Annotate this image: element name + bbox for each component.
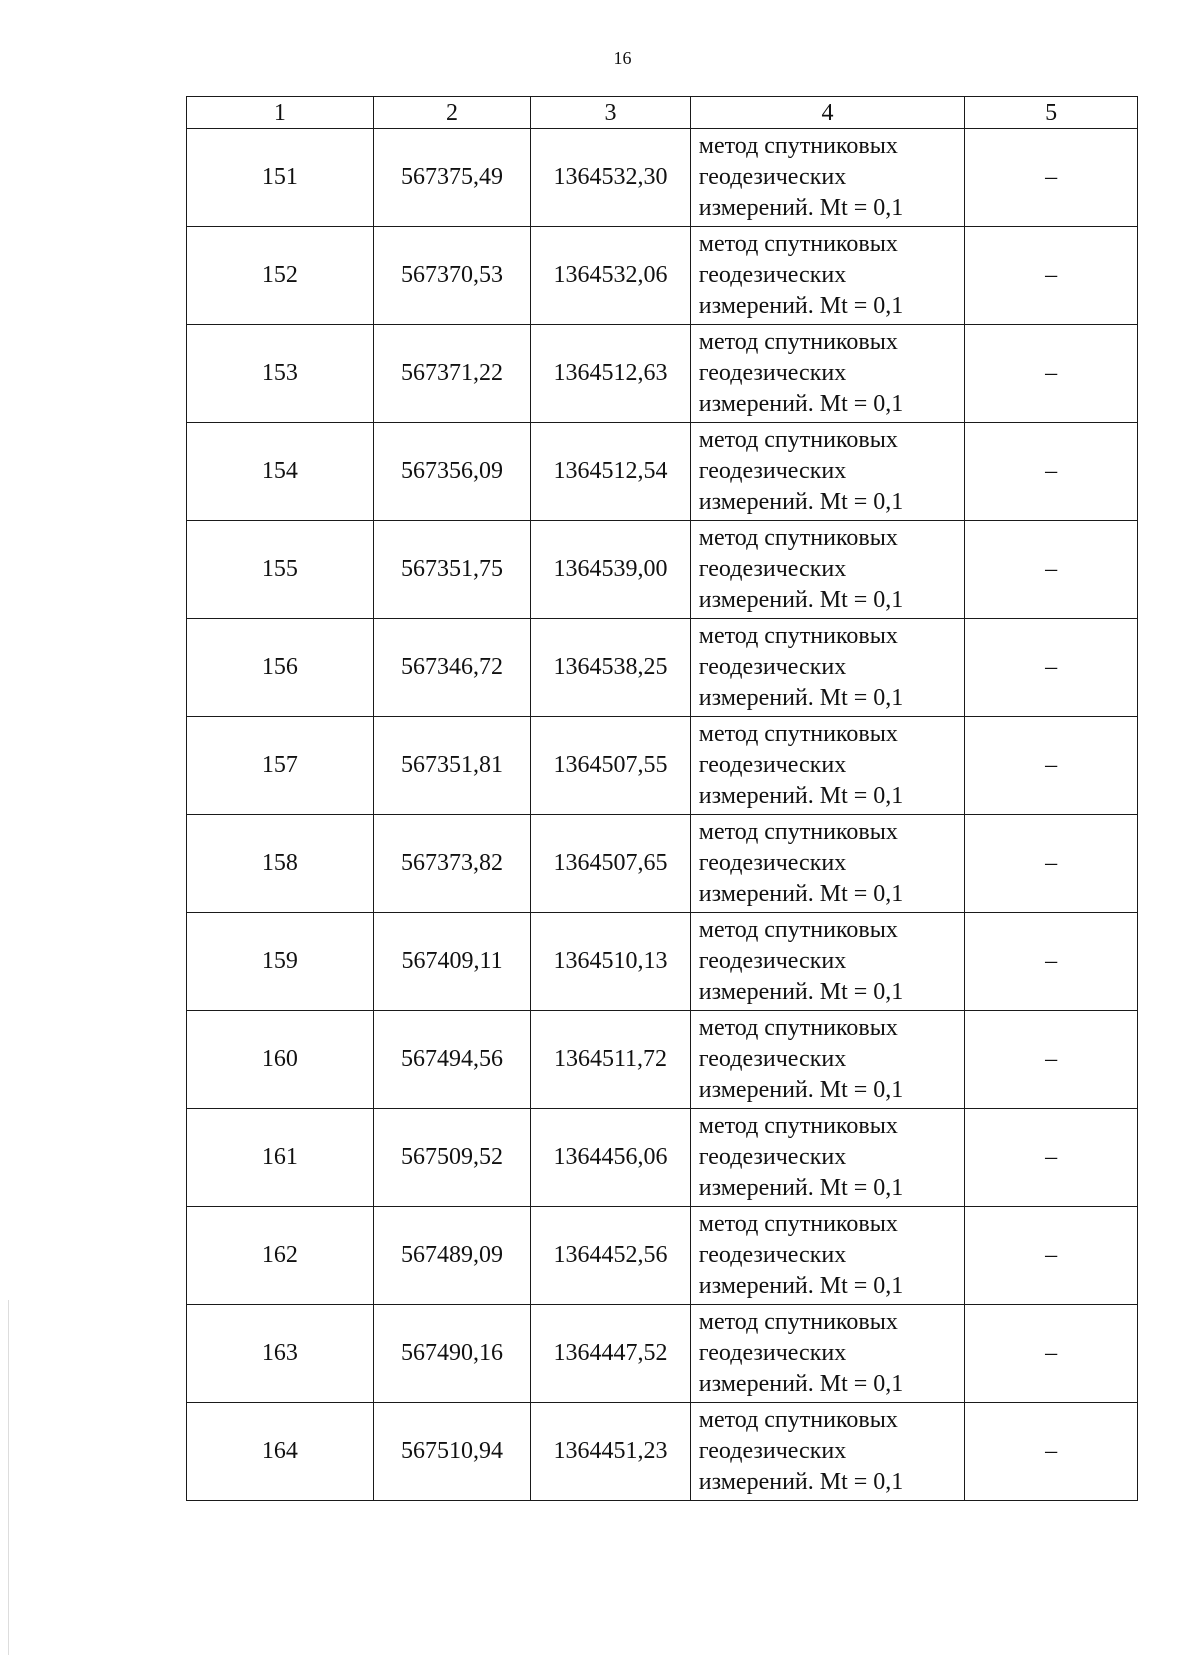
coordinate-x-cell: 567509,52 xyxy=(373,1109,530,1207)
table-row xyxy=(187,913,1138,1011)
coordinate-x-cell: 567346,72 xyxy=(373,619,530,717)
point-number-cell: 151 xyxy=(187,129,374,227)
coordinate-x-cell: 567371,22 xyxy=(373,325,530,423)
coordinate-x-cell: 567490,16 xyxy=(373,1305,530,1403)
coordinate-x-cell: 567356,09 xyxy=(373,423,530,521)
coordinate-y-cell: 1364512,63 xyxy=(531,325,691,423)
point-number-cell: 161 xyxy=(187,1109,374,1207)
coordinate-y-cell: 1364447,52 xyxy=(531,1305,691,1403)
coordinate-x-cell: 567351,81 xyxy=(373,717,530,815)
method-cell xyxy=(690,1305,965,1403)
table-row xyxy=(187,717,1138,815)
coordinate-y-cell: 1364451,23 xyxy=(531,1403,691,1501)
method-line: измерений. Mt = 0,1 xyxy=(698,587,904,613)
method-line: геодезических xyxy=(698,752,847,778)
table-row xyxy=(187,815,1138,913)
coordinate-y-cell: 1364510,13 xyxy=(531,913,691,1011)
note-cell: – xyxy=(965,1207,1138,1305)
header-col-5: 5 xyxy=(965,97,1138,129)
method-line: метод спутниковых xyxy=(698,525,898,551)
table-row xyxy=(187,521,1138,619)
note-cell: – xyxy=(965,815,1138,913)
method-line: метод спутниковых xyxy=(698,623,898,649)
method-line: геодезических xyxy=(698,556,847,582)
point-number-cell: 164 xyxy=(187,1403,374,1501)
table-row xyxy=(187,1207,1138,1305)
point-number-cell: 162 xyxy=(187,1207,374,1305)
note-cell: – xyxy=(965,129,1138,227)
method-line: измерений. Mt = 0,1 xyxy=(698,391,904,417)
table-row xyxy=(187,423,1138,521)
method-line: метод спутниковых xyxy=(698,427,898,453)
coordinate-y-cell: 1364507,55 xyxy=(531,717,691,815)
coordinate-x-cell: 567373,82 xyxy=(373,815,530,913)
note-cell: – xyxy=(965,1305,1138,1403)
method-cell xyxy=(690,521,965,619)
method-line: метод спутниковых xyxy=(698,231,898,257)
note-cell: – xyxy=(965,423,1138,521)
header-row xyxy=(187,97,1138,129)
method-line: метод спутниковых xyxy=(698,1211,898,1237)
header-col-4: 4 xyxy=(690,97,965,129)
coordinate-y-cell: 1364512,54 xyxy=(531,423,691,521)
method-line: метод спутниковых xyxy=(698,819,898,845)
method-line: измерений. Mt = 0,1 xyxy=(698,1371,904,1397)
method-line: измерений. Mt = 0,1 xyxy=(698,979,904,1005)
method-line: измерений. Mt = 0,1 xyxy=(698,489,904,515)
coordinate-x-cell: 567370,53 xyxy=(373,227,530,325)
method-line: геодезических xyxy=(698,850,847,876)
method-line: геодезических xyxy=(698,1144,847,1170)
method-line: метод спутниковых xyxy=(698,1407,898,1433)
note-cell: – xyxy=(965,227,1138,325)
method-line: геодезических xyxy=(698,1438,847,1464)
table-row xyxy=(187,1403,1138,1501)
method-line: геодезических xyxy=(698,360,847,386)
note-cell: – xyxy=(965,619,1138,717)
method-cell xyxy=(690,423,965,521)
method-line: метод спутниковых xyxy=(698,133,898,159)
method-cell xyxy=(690,913,965,1011)
table-header xyxy=(187,97,1138,129)
coordinate-x-cell: 567351,75 xyxy=(373,521,530,619)
method-line: метод спутниковых xyxy=(698,329,898,355)
table-row xyxy=(187,129,1138,227)
table-row xyxy=(187,619,1138,717)
table-row xyxy=(187,1011,1138,1109)
method-line: измерений. Mt = 0,1 xyxy=(698,1175,904,1201)
method-line: измерений. Mt = 0,1 xyxy=(698,783,904,809)
method-line: метод спутниковых xyxy=(698,1309,898,1335)
method-cell xyxy=(690,815,965,913)
point-number-cell: 163 xyxy=(187,1305,374,1403)
method-line: измерений. Mt = 0,1 xyxy=(698,1077,904,1103)
table-row xyxy=(187,325,1138,423)
note-cell: – xyxy=(965,913,1138,1011)
header-col-1: 1 xyxy=(187,97,374,129)
method-line: геодезических xyxy=(698,262,847,288)
method-line: геодезических xyxy=(698,164,847,190)
method-line: геодезических xyxy=(698,1046,847,1072)
method-line: геодезических xyxy=(698,654,847,680)
point-number-cell: 157 xyxy=(187,717,374,815)
method-line: измерений. Mt = 0,1 xyxy=(698,1469,904,1495)
method-line: метод спутниковых xyxy=(698,1015,898,1041)
point-number-cell: 159 xyxy=(187,913,374,1011)
coordinate-y-cell: 1364511,72 xyxy=(531,1011,691,1109)
note-cell: – xyxy=(965,717,1138,815)
table-row xyxy=(187,227,1138,325)
note-cell: – xyxy=(965,521,1138,619)
method-cell xyxy=(690,1011,965,1109)
method-line: метод спутниковых xyxy=(698,1113,898,1139)
method-line: метод спутниковых xyxy=(698,721,898,747)
method-line: геодезических xyxy=(698,1340,847,1366)
method-line: геодезических xyxy=(698,458,847,484)
point-number-cell: 158 xyxy=(187,815,374,913)
point-number-cell: 155 xyxy=(187,521,374,619)
coordinate-y-cell: 1364532,30 xyxy=(531,129,691,227)
table-body xyxy=(187,129,1138,1501)
method-cell xyxy=(690,129,965,227)
point-number-cell: 160 xyxy=(187,1011,374,1109)
coordinate-y-cell: 1364456,06 xyxy=(531,1109,691,1207)
page-number: 16 xyxy=(613,48,632,68)
note-cell: – xyxy=(965,1011,1138,1109)
method-cell xyxy=(690,325,965,423)
coordinate-y-cell: 1364532,06 xyxy=(531,227,691,325)
method-line: измерений. Mt = 0,1 xyxy=(698,1273,904,1299)
method-cell xyxy=(690,1207,965,1305)
table-row xyxy=(187,1109,1138,1207)
point-number-cell: 154 xyxy=(187,423,374,521)
method-line: метод спутниковых xyxy=(698,917,898,943)
coordinate-x-cell: 567494,56 xyxy=(373,1011,530,1109)
coordinate-x-cell: 567510,94 xyxy=(373,1403,530,1501)
method-cell xyxy=(690,1403,965,1501)
table-row xyxy=(187,1305,1138,1403)
method-cell xyxy=(690,619,965,717)
method-cell xyxy=(690,227,965,325)
coordinate-y-cell: 1364538,25 xyxy=(531,619,691,717)
method-cell xyxy=(690,717,965,815)
method-line: измерений. Mt = 0,1 xyxy=(698,685,904,711)
point-number-cell: 152 xyxy=(187,227,374,325)
note-cell: – xyxy=(965,1403,1138,1501)
note-cell: – xyxy=(965,1109,1138,1207)
note-cell: – xyxy=(965,325,1138,423)
coordinates-table xyxy=(186,96,1138,1501)
header-col-3: 3 xyxy=(531,97,691,129)
method-cell xyxy=(690,1109,965,1207)
scan-margin-line xyxy=(8,1300,9,1655)
coordinate-x-cell: 567409,11 xyxy=(373,913,530,1011)
coordinate-x-cell: 567375,49 xyxy=(373,129,530,227)
coordinate-x-cell: 567489,09 xyxy=(373,1207,530,1305)
method-line: измерений. Mt = 0,1 xyxy=(698,881,904,907)
method-line: геодезических xyxy=(698,948,847,974)
coordinate-y-cell: 1364507,65 xyxy=(531,815,691,913)
method-line: измерений. Mt = 0,1 xyxy=(698,195,904,221)
coordinate-y-cell: 1364452,56 xyxy=(531,1207,691,1305)
method-line: измерений. Mt = 0,1 xyxy=(698,293,904,319)
point-number-cell: 156 xyxy=(187,619,374,717)
coordinate-y-cell: 1364539,00 xyxy=(531,521,691,619)
header-col-2: 2 xyxy=(373,97,530,129)
point-number-cell: 153 xyxy=(187,325,374,423)
method-line: геодезических xyxy=(698,1242,847,1268)
